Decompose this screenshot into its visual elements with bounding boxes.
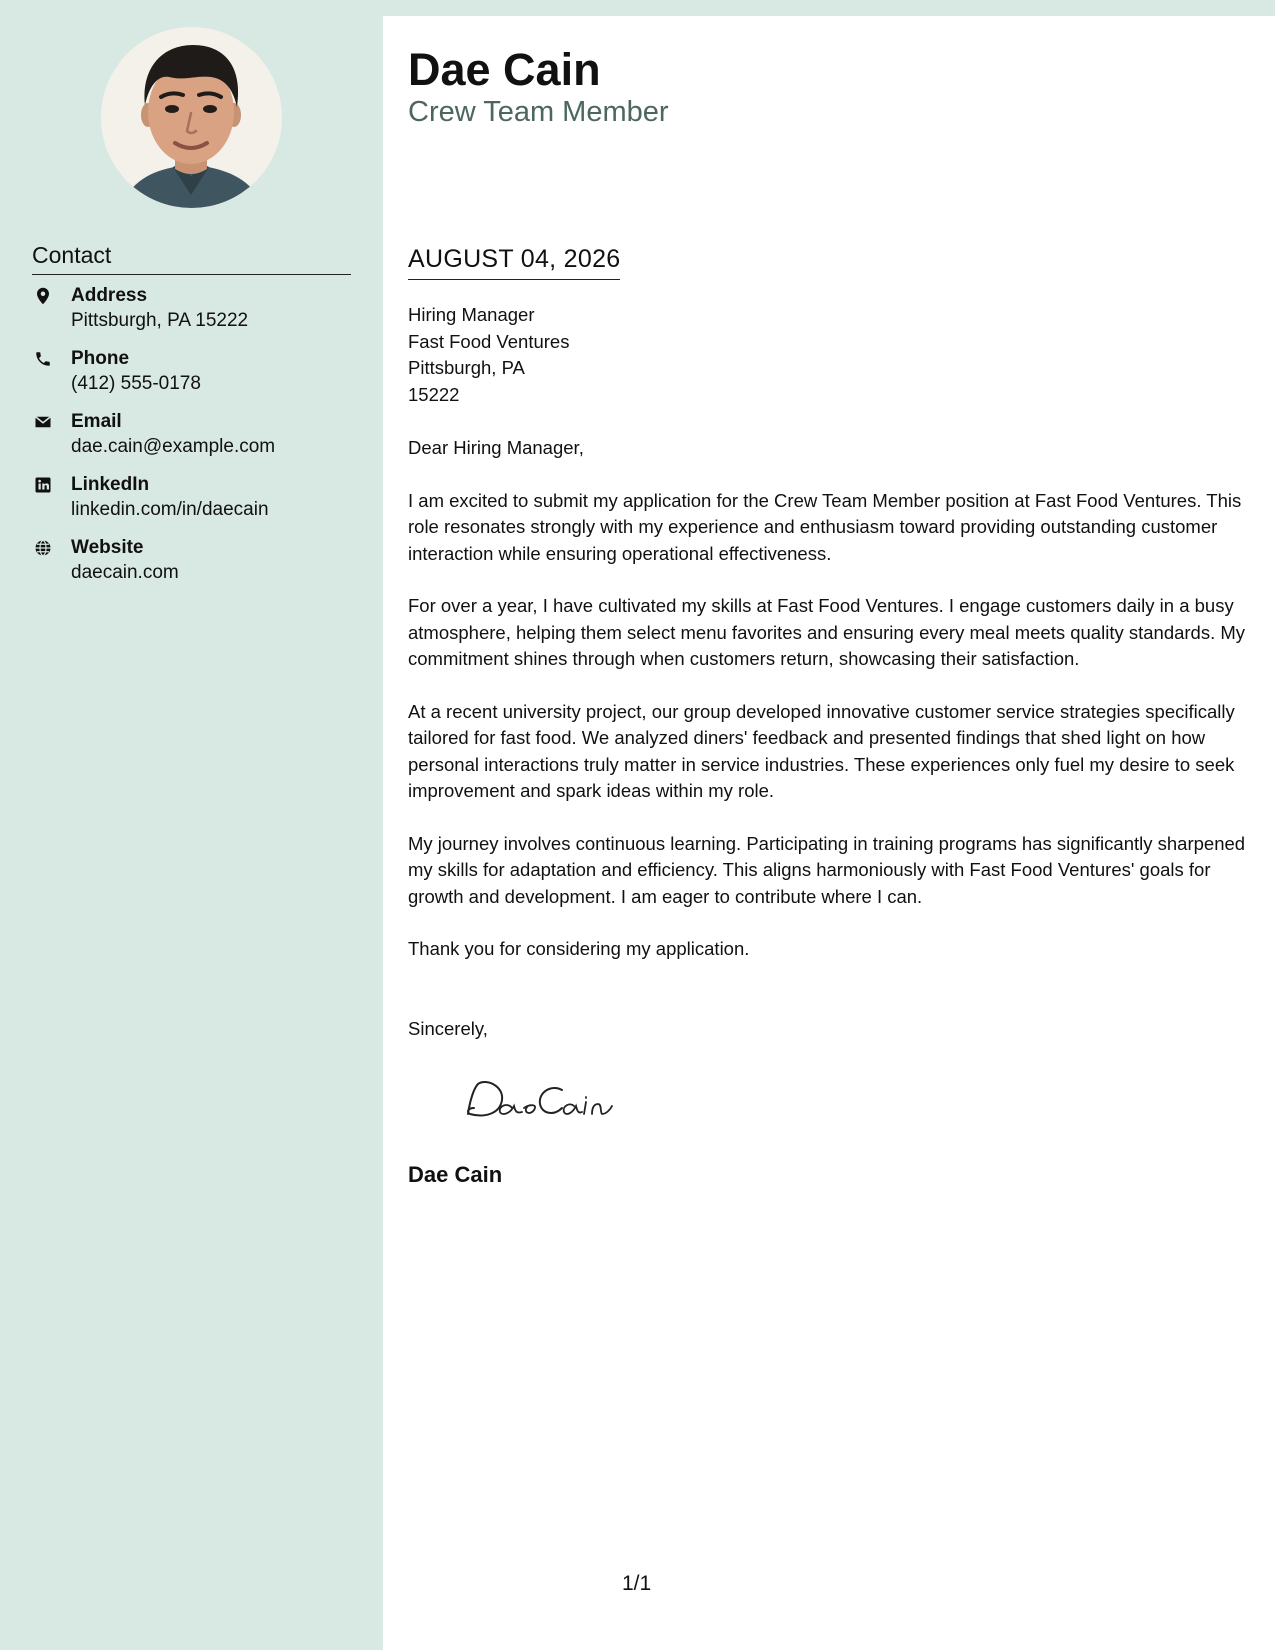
signed-name: Dae Cain: [408, 1162, 503, 1187]
website-value[interactable]: daecain.com: [71, 562, 179, 583]
map-pin-icon: [34, 287, 52, 305]
letter-paragraph: For over a year, I have cultivated my skills at Fast Food Ventures. I engage customers daily in a busy atmosphere, helping them select menu favorites and ensuring every meal meets quality standards. My commitment shines through when customers return, showcasing their satisfaction.: [408, 595, 1246, 669]
recipient-line: Pittsburgh, PA: [408, 357, 525, 378]
address-value: Pittsburgh, PA 15222: [71, 310, 249, 331]
contact-list: [32, 284, 362, 599]
recipient-line: 15222: [408, 383, 460, 405]
page-number: 1/1: [622, 1572, 652, 1595]
contact-label: LinkedIn: [71, 474, 150, 495]
contact-item-email: [32, 410, 362, 473]
job-title: Crew Team Member: [408, 96, 669, 128]
closing: Sincerely,: [408, 1018, 488, 1039]
contact-item-website: [32, 536, 362, 599]
contact-item-linkedin: [32, 473, 362, 536]
avatar: [101, 27, 282, 208]
recipient-line: Hiring Manager: [408, 304, 535, 325]
thanks-line: Thank you for considering my application.: [408, 938, 750, 959]
letter-body: [408, 435, 1248, 989]
letter-paragraph: I am excited to submit my application for the Crew Team Member position at Fast Food Ventures. This role resonates strongly with my experience and enthusiasm toward providing outstanding customer interaction while ensuring operational effectiveness.: [408, 489, 1242, 564]
handwritten-signature: [460, 1076, 630, 1126]
contact-label: Phone: [71, 348, 130, 369]
contact-item-phone: [32, 347, 362, 410]
applicant-name: Dae Cain: [408, 44, 601, 95]
letter-paragraph: My journey involves continuous learning. Participating in training programs has significantly sharpened my skills for adaptation and efficiency. This aligns harmoniously with Fast Food Ventures' goals for growth and development. I am eager to contribute where I can.: [408, 832, 1246, 907]
globe-icon: [34, 539, 52, 557]
recipient-line: Fast Food Ventures: [408, 330, 570, 352]
contact-label: Address: [71, 285, 148, 306]
contact-item-address: [32, 284, 362, 347]
sidebar: [0, 0, 383, 1650]
letter-date: AUGUST 04, 2026: [408, 243, 620, 280]
linkedin-value[interactable]: linkedin.com/in/daecain: [71, 499, 269, 520]
linkedin-icon: [34, 476, 52, 494]
letter-paragraph: At a recent university project, our group developed innovative customer service strategies specifically tailored for fast food. We analyzed diners' feedback and presented findings that shed light on how personal interactions truly matter in service industries. These experiences only fuel my desire to seek improvement and spark ideas within my role.: [408, 700, 1235, 801]
recipient-block: [408, 302, 569, 408]
contact-label: Website: [71, 537, 144, 558]
email-value[interactable]: dae.cain@example.com: [71, 436, 276, 457]
phone-icon: [34, 350, 52, 368]
envelope-icon: [34, 413, 52, 431]
contact-label: Email: [71, 411, 122, 432]
contact-heading: Contact: [32, 240, 351, 275]
salutation: Dear Hiring Manager,: [408, 437, 584, 458]
phone-value: (412) 555-0178: [71, 373, 201, 394]
